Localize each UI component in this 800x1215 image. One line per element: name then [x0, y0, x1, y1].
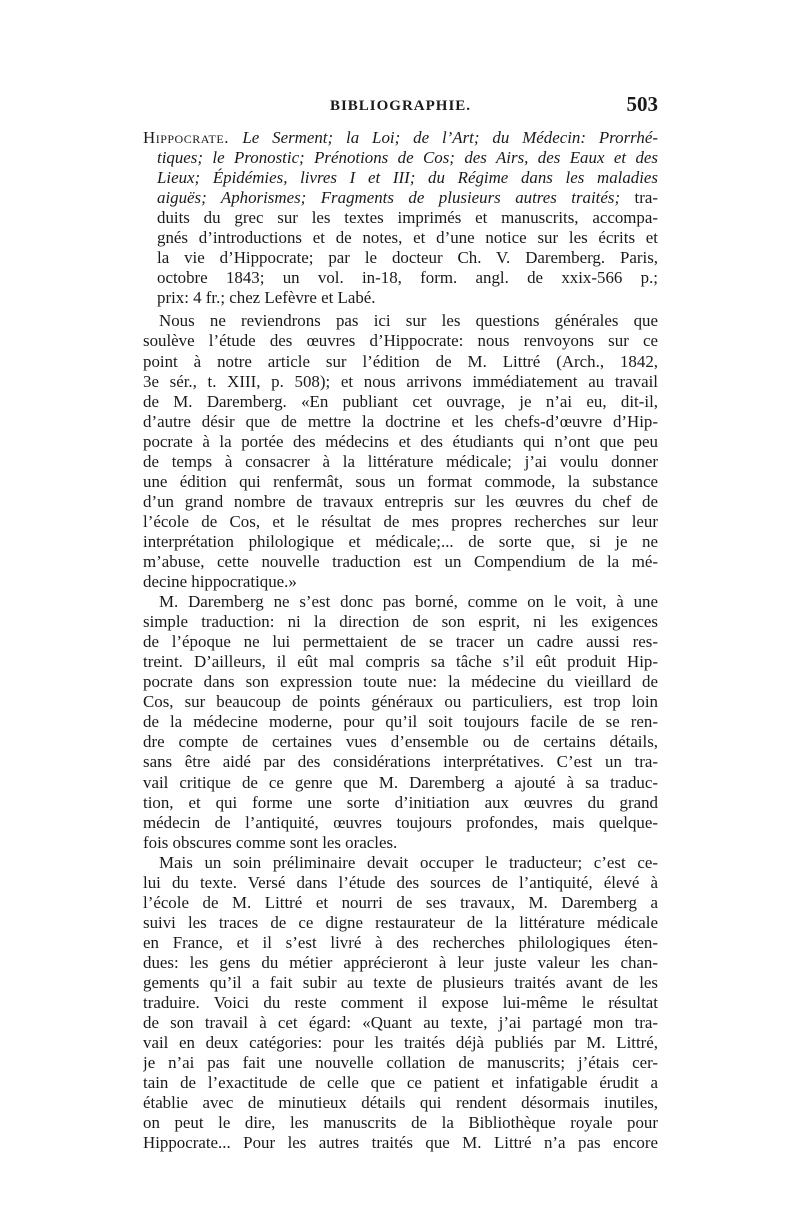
text-line: suivi les traces de ce digne restaurateur de la littérature médicale — [143, 912, 658, 932]
text-line: Hippocrate... Pour les autres traités que M. Littré n’a pas encore — [143, 1133, 658, 1153]
entry-line: Lieux; Épidémies, livres I et III; du Régime dans les maladies — [157, 168, 658, 188]
text-line: de l’époque ne lui permettaient de se tracer un cadre aussi res- — [143, 632, 658, 652]
paragraph — [143, 311, 658, 592]
running-head — [143, 92, 658, 122]
entry-line: Hippocrate. Le Serment; la Loi; de l’Art; du Médecin: Prorrhé- — [143, 128, 658, 147]
text-line: médecin de l’antiquité, œuvres toujours profondes, mais quelque- — [143, 812, 658, 832]
text-line: interprétation philologique et médicale;... de sorte que, si je ne — [143, 531, 658, 551]
text-line: m’abuse, cette nouvelle traduction est un Compendium de la mé- — [143, 551, 658, 571]
running-title: BIBLIOGRAPHIE. — [329, 98, 472, 114]
entry-line: duits du grec sur les textes imprimés et manuscrits, accompa- — [157, 208, 658, 228]
text-line: dre compte de certaines vues d’ensemble ou de certains détails, — [143, 732, 658, 752]
text-line: de temps à consacrer à la littérature médicale; j’ai voulu donner — [143, 451, 658, 471]
text-line: de M. Daremberg. «En publiant cet ouvrage, je n’ai eu, dit-il, — [143, 391, 658, 411]
text-line: 3e sér., t. XIII, p. 508); et nous arrivons immédiatement au travail — [143, 371, 658, 391]
entry-line: la vie d’Hippocrate; par le docteur Ch. V. Daremberg. Paris, — [157, 248, 658, 268]
text-line: vail en deux catégories: pour les traités déjà publiés par M. Littré, — [143, 1033, 658, 1053]
text-line: je n’ai pas fait une nouvelle collation de manuscrits; j’étais cer- — [143, 1053, 658, 1073]
entry-line: octobre 1843; un vol. in-18, form. angl. de xxix-566 p.; — [157, 268, 658, 288]
text-line: tain de l’exactitude de celle que ce patient et infatigable érudit a — [143, 1073, 658, 1093]
text-line: Nous ne reviendrons pas ici sur les questions générales que — [159, 311, 658, 331]
text-line: on peut le dire, les manuscrits de la Bibliothèque royale pour — [143, 1113, 658, 1133]
entry-line: gnés d’introductions et de notes, et d’une notice sur les écrits et — [157, 228, 658, 248]
text-line: decine hippocratique.» — [143, 572, 297, 592]
text-line: l’école de M. Littré et nourri de ses travaux, M. Daremberg a — [143, 892, 658, 912]
text-line: d’un grand nombre de travaux entrepris sur les œuvres du chef de — [143, 491, 658, 511]
text-line: d’autre désir que de mettre la doctrine et les chefs-d’œuvre d’Hip- — [143, 411, 658, 431]
text-line: de la médecine moderne, pour qu’il soit toujours facile de se ren- — [143, 712, 658, 732]
page-number: 503 — [626, 92, 658, 116]
page-body — [143, 128, 658, 1153]
text-line: une édition qui renfermât, sous un format commode, la substance — [143, 471, 658, 491]
text-line: en France, et il s’est livré à des recherches philologiques éten- — [143, 932, 658, 952]
text-line: Cos, sur beaucoup de points généraux ou particuliers, est trop loin — [143, 692, 658, 712]
text-line: sans être aidé par des considérations interprétatives. C’est un tra- — [143, 752, 658, 772]
text-line: simple traduction: ni la direction de son esprit, ni les exigences — [143, 612, 658, 632]
text-line: tion, et qui forme une sorte d’initiation aux œuvres du grand — [143, 792, 658, 812]
paragraph — [143, 592, 658, 853]
text-line: pocrate à la portée des médecins et des étudiants qui n’ont que peu — [143, 431, 658, 451]
text-line: de son travail à cet égard: «Quant au texte, j’ai partagé mon tra- — [143, 1013, 658, 1033]
text-line: treint. D’ailleurs, il eût mal compris sa tâche s’il eût produit Hip- — [143, 652, 658, 672]
text-line: lui du texte. Versé dans l’étude des sources de l’antiquité, élevé à — [143, 872, 658, 892]
text-line: établie avec de minutieux détails qui rendent désormais inutiles, — [143, 1093, 658, 1113]
text-line: l’école de Cos, et le résultat de mes propres recherches sur leur — [143, 511, 658, 531]
text-line: pocrate dans son expression toute nue: la médecine du vieillard de — [143, 672, 658, 692]
text-line: gements qu’il a fait subir au texte de plusieurs traités avant de les — [143, 972, 658, 992]
paragraph — [143, 853, 658, 1154]
text-line: soulève l’étude des œuvres d’Hippocrate: nous renvoyons sur ce — [143, 331, 658, 351]
bibliographic-entry — [143, 128, 658, 308]
text-line: vail critique de ce genre que M. Daremberg a ajouté à sa traduc- — [143, 772, 658, 792]
entry-line: prix: 4 fr.; chez Lefèvre et Labé. — [157, 288, 376, 308]
text-line: fois obscures comme sont les oracles. — [143, 832, 398, 852]
text-line: point à notre article sur l’édition de M. Littré (Arch., 1842, — [143, 351, 658, 371]
text-line: Mais un soin préliminaire devait occuper le traducteur; c’est ce- — [159, 852, 658, 872]
text-line: dues: les gens du métier apprécieront à leur juste valeur les chan- — [143, 952, 658, 972]
text-line: traduire. Voici du reste comment il expose lui-même le résultat — [143, 993, 658, 1013]
entry-line: aiguës; Aphorismes; Fragments de plusieurs autres traités; tra- — [157, 188, 658, 208]
review-text — [143, 311, 658, 1153]
entry-line: tiques; le Pronostic; Prénotions de Cos; des Airs, des Eaux et des — [157, 148, 658, 168]
text-line: M. Daremberg ne s’est donc pas borné, comme on le voit, à une — [159, 592, 658, 612]
